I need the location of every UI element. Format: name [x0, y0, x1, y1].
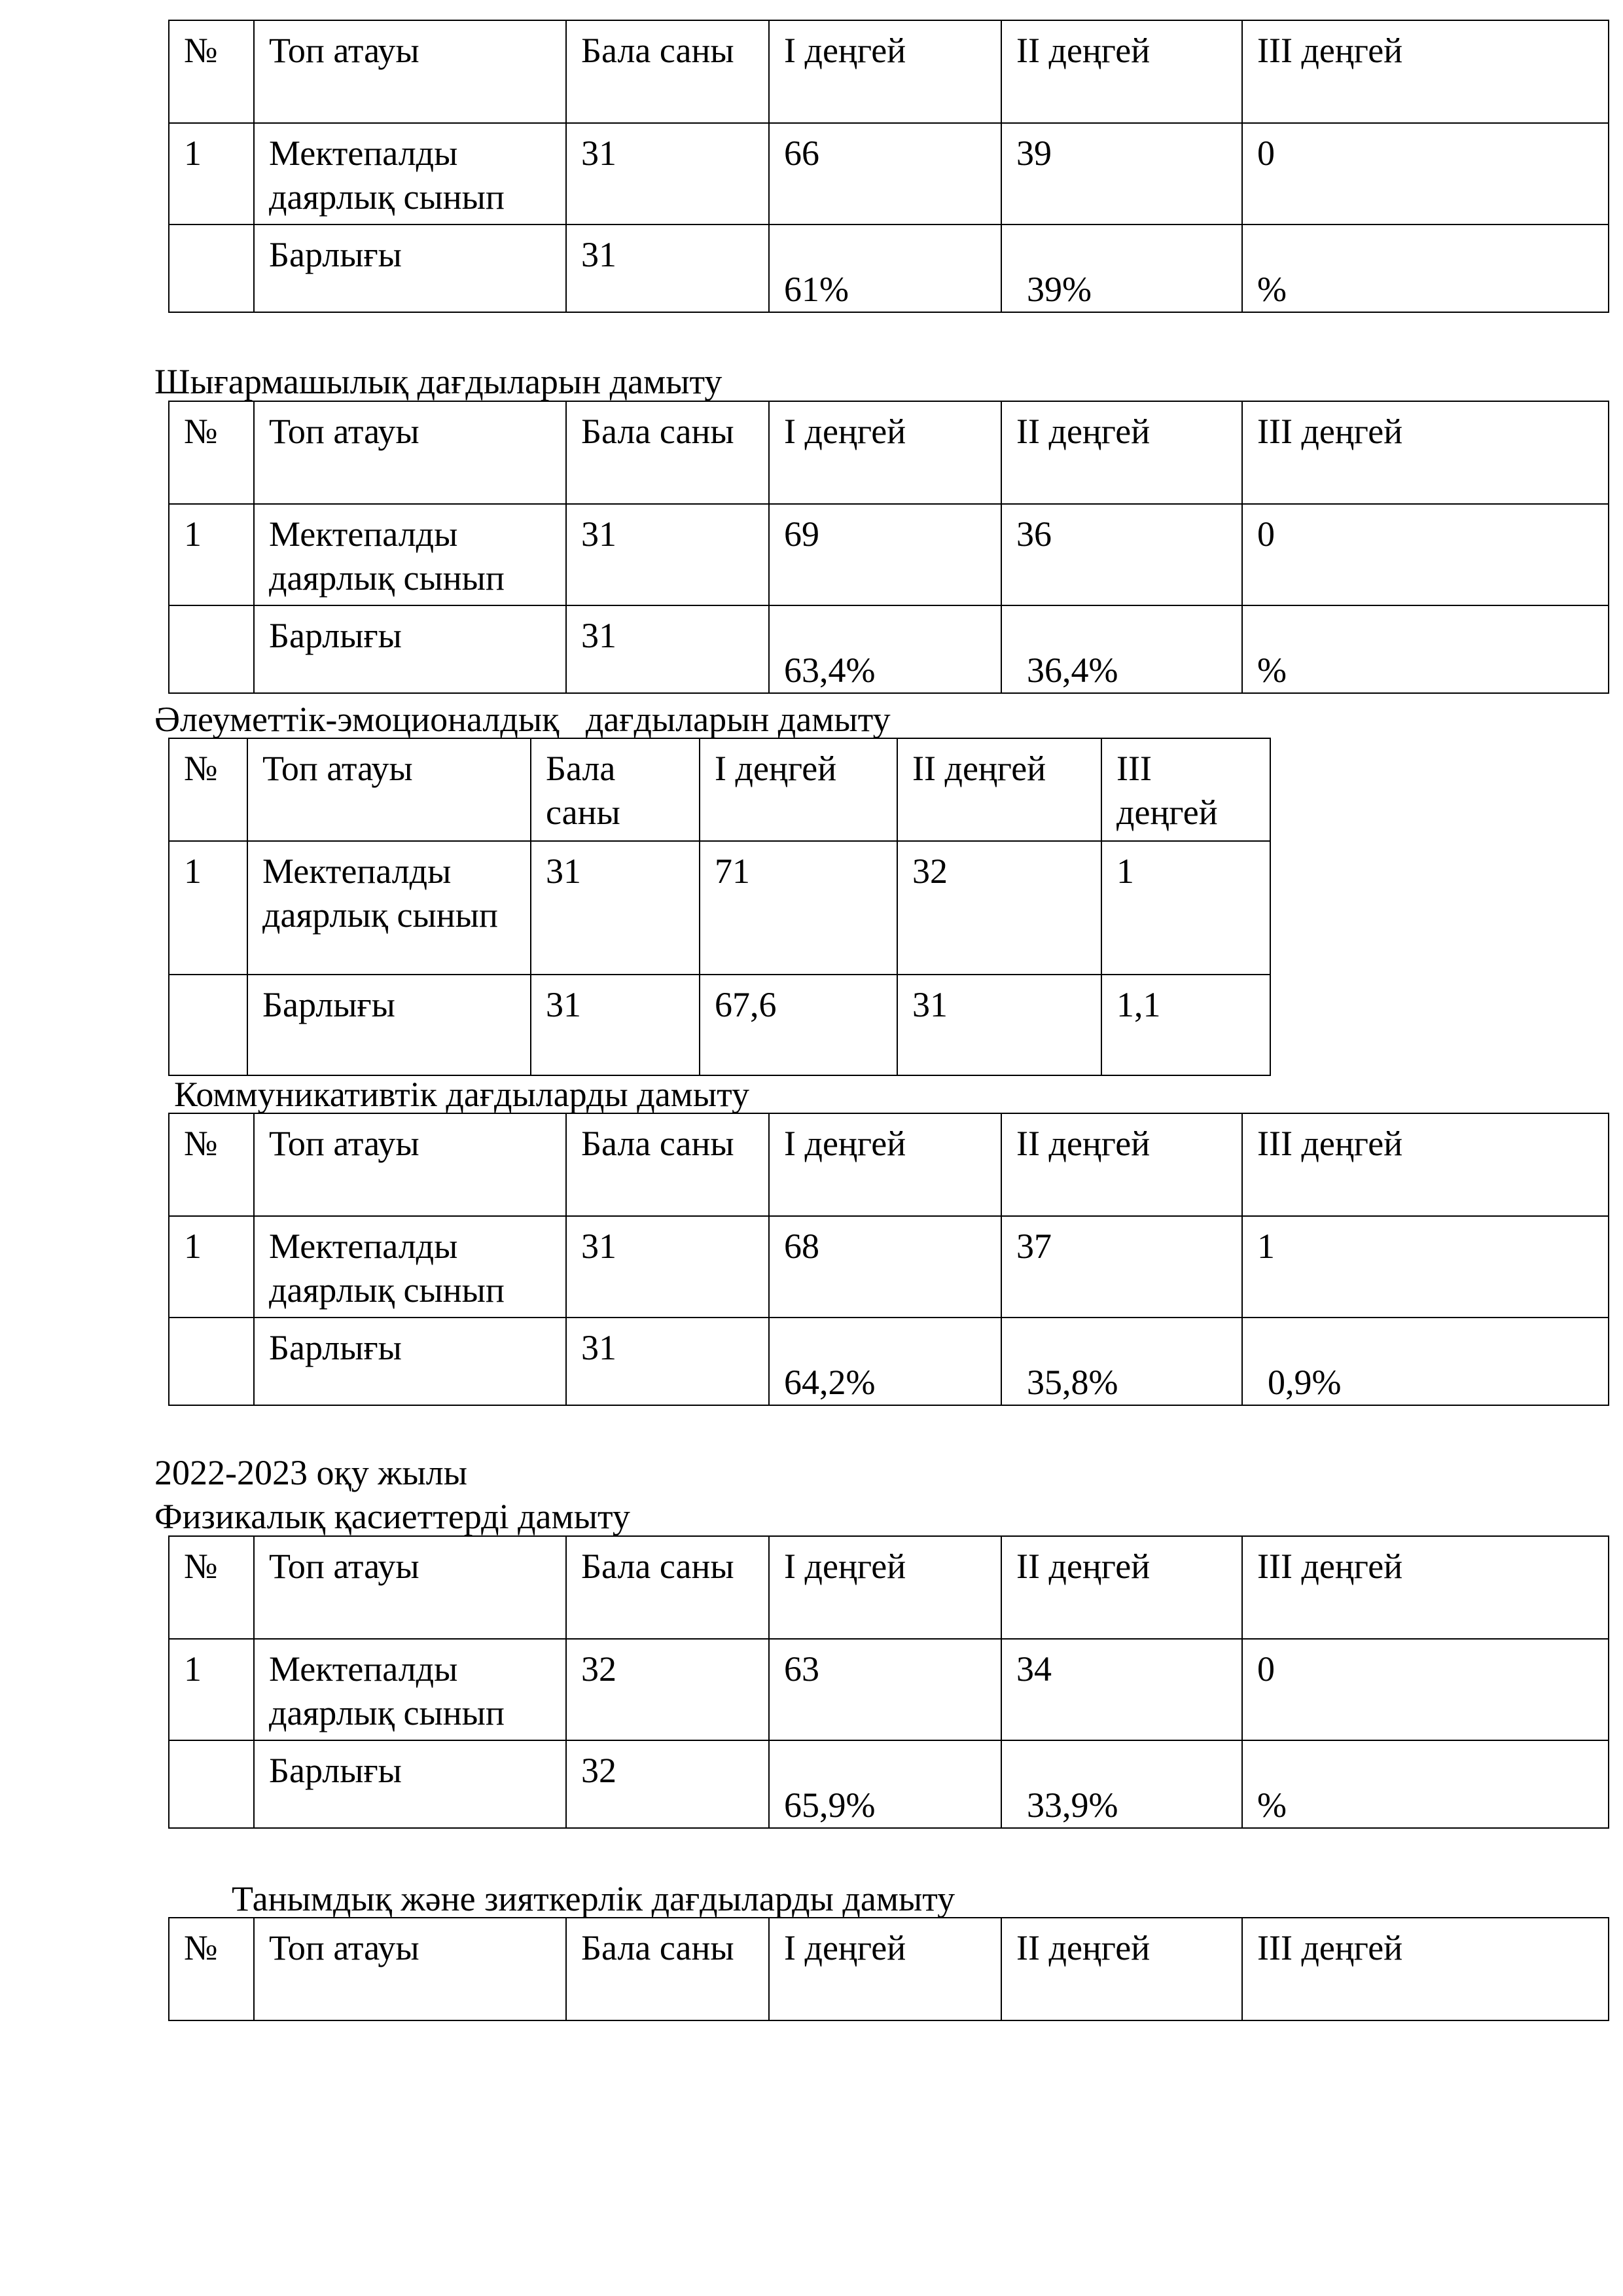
- table-row: [169, 504, 1609, 605]
- total-level-3: 0,9%: [1242, 1318, 1609, 1405]
- total-label: Барлығы: [254, 605, 566, 693]
- header-level-2: ІІ деңгей: [1001, 1918, 1242, 2020]
- table-header-row: [169, 738, 1270, 841]
- section-heading-communicative: Коммуникативтік дағдыларды дамыту: [174, 1075, 750, 1114]
- header-level-3: ІІІ деңгей: [1242, 1113, 1609, 1216]
- cell-level-3: 0: [1242, 1639, 1609, 1740]
- total-number: [169, 1318, 254, 1405]
- cell-number: 1: [169, 1639, 254, 1740]
- cell-level-2: 32: [897, 841, 1101, 975]
- header-child-count: Бала саны: [566, 1536, 769, 1639]
- cell-level-1: 66: [769, 123, 1001, 224]
- total-label: Барлығы: [254, 224, 566, 312]
- table-total-row: [169, 224, 1609, 312]
- total-level-3: %: [1242, 1740, 1609, 1828]
- header-group-name: Топ атауы: [247, 738, 531, 841]
- table-6: [168, 1917, 1609, 2021]
- cell-level-2: 37: [1001, 1216, 1242, 1318]
- cell-number: 1: [169, 504, 254, 605]
- header-level-1: І деңгей: [700, 738, 897, 841]
- cell-level-3: 1: [1242, 1216, 1609, 1318]
- header-child-count: Бала саны: [566, 1918, 769, 2020]
- table-row: [169, 1216, 1609, 1318]
- cell-group-name: Мектепалды даярлық сынып: [254, 1216, 566, 1318]
- header-number: №: [169, 1918, 254, 2020]
- total-level-1: 65,9%: [769, 1740, 1001, 1828]
- cell-number: 1: [169, 841, 247, 975]
- total-label: Барлығы: [254, 1740, 566, 1828]
- table-3: [168, 738, 1271, 1076]
- table-row: [169, 123, 1609, 224]
- total-level-3: 1,1: [1101, 975, 1270, 1075]
- cell-group-name: Мектепалды даярлық сынып: [247, 841, 531, 975]
- section-heading-cognitive: Танымдық және зияткерлік дағдыларды дамыту: [232, 1879, 955, 1918]
- cell-number: 1: [169, 1216, 254, 1318]
- header-level-3: ІІІ деңгей: [1242, 401, 1609, 504]
- total-number: [169, 1740, 254, 1828]
- cell-level-3: 0: [1242, 123, 1609, 224]
- header-group-name: Топ атауы: [254, 20, 566, 123]
- table-header-row: [169, 1918, 1609, 2020]
- header-child-count: Бала саны: [566, 1113, 769, 1216]
- header-level-3: ІІІ деңгей: [1101, 738, 1270, 841]
- table-header-row: [169, 1536, 1609, 1639]
- total-child-count: 31: [566, 1318, 769, 1405]
- cell-group-name: Мектепалды даярлық сынып: [254, 504, 566, 605]
- table-5: [168, 1535, 1609, 1829]
- total-child-count: 31: [531, 975, 700, 1075]
- cell-group-name: Мектепалды даярлық сынып: [254, 123, 566, 224]
- total-level-3: %: [1242, 605, 1609, 693]
- total-level-3: %: [1242, 224, 1609, 312]
- cell-level-3: 0: [1242, 504, 1609, 605]
- cell-level-1: 71: [700, 841, 897, 975]
- header-level-1: І деңгей: [769, 1918, 1001, 2020]
- header-number: №: [169, 738, 247, 841]
- header-number: №: [169, 1113, 254, 1216]
- section-heading-physical: Физикалық қасиеттерді дамыту: [154, 1497, 630, 1536]
- school-year-heading: 2022-2023 оқу жылы: [154, 1453, 468, 1492]
- header-number: №: [169, 20, 254, 123]
- table-row: [169, 1639, 1609, 1740]
- table-header-row: [169, 1113, 1609, 1216]
- header-level-1: І деңгей: [769, 401, 1001, 504]
- table-1: [168, 20, 1609, 313]
- total-number: [169, 605, 254, 693]
- header-number: №: [169, 1536, 254, 1639]
- total-number: [169, 975, 247, 1075]
- header-group-name: Топ атауы: [254, 1113, 566, 1216]
- table-4: [168, 1113, 1609, 1406]
- header-level-2: ІІ деңгей: [1001, 1536, 1242, 1639]
- total-level-2: 36,4%: [1001, 605, 1242, 693]
- section-heading-creative: Шығармашылық дағдыларын дамыту: [154, 362, 722, 401]
- table-total-row: [169, 1740, 1609, 1828]
- cell-child-count: 31: [531, 841, 700, 975]
- header-level-1: І деңгей: [769, 20, 1001, 123]
- cell-child-count: 31: [566, 123, 769, 224]
- header-level-2: ІІ деңгей: [1001, 1113, 1242, 1216]
- header-child-count: Бала саны: [566, 401, 769, 504]
- total-level-2: 33,9%: [1001, 1740, 1242, 1828]
- cell-child-count: 31: [566, 504, 769, 605]
- total-level-2: 31: [897, 975, 1101, 1075]
- table-total-row: [169, 975, 1270, 1075]
- cell-child-count: 32: [566, 1639, 769, 1740]
- table-header-row: [169, 20, 1609, 123]
- total-level-1: 61%: [769, 224, 1001, 312]
- cell-number: 1: [169, 123, 254, 224]
- cell-level-1: 68: [769, 1216, 1001, 1318]
- header-level-2: ІІ деңгей: [1001, 20, 1242, 123]
- total-level-2: 39%: [1001, 224, 1242, 312]
- cell-level-2: 39: [1001, 123, 1242, 224]
- table-total-row: [169, 605, 1609, 693]
- cell-level-1: 63: [769, 1639, 1001, 1740]
- cell-group-name: Мектепалды даярлық сынып: [254, 1639, 566, 1740]
- cell-level-3: 1: [1101, 841, 1270, 975]
- header-level-2: ІІ деңгей: [897, 738, 1101, 841]
- total-child-count: 32: [566, 1740, 769, 1828]
- total-level-1: 67,6: [700, 975, 897, 1075]
- table-row: [169, 841, 1270, 975]
- header-level-2: ІІ деңгей: [1001, 401, 1242, 504]
- header-number: №: [169, 401, 254, 504]
- cell-child-count: 31: [566, 1216, 769, 1318]
- cell-level-1: 69: [769, 504, 1001, 605]
- total-child-count: 31: [566, 605, 769, 693]
- total-level-1: 63,4%: [769, 605, 1001, 693]
- total-label: Барлығы: [254, 1318, 566, 1405]
- header-group-name: Топ атауы: [254, 1918, 566, 2020]
- header-group-name: Топ атауы: [254, 1536, 566, 1639]
- cell-level-2: 36: [1001, 504, 1242, 605]
- total-number: [169, 224, 254, 312]
- table-2: [168, 401, 1609, 694]
- section-heading-social: Әлеуметтік-эмоционалдық дағдыларын дамыту: [154, 700, 891, 739]
- table-total-row: [169, 1318, 1609, 1405]
- cell-level-2: 34: [1001, 1639, 1242, 1740]
- total-label: Барлығы: [247, 975, 531, 1075]
- header-level-3: ІІІ деңгей: [1242, 1536, 1609, 1639]
- table-header-row: [169, 401, 1609, 504]
- header-level-1: І деңгей: [769, 1113, 1001, 1216]
- total-child-count: 31: [566, 224, 769, 312]
- header-child-count: Бала саны: [566, 20, 769, 123]
- total-level-2: 35,8%: [1001, 1318, 1242, 1405]
- header-child-count: Бала саны: [531, 738, 700, 841]
- header-group-name: Топ атауы: [254, 401, 566, 504]
- header-level-1: І деңгей: [769, 1536, 1001, 1639]
- header-level-3: ІІІ деңгей: [1242, 1918, 1609, 2020]
- header-level-3: ІІІ деңгей: [1242, 20, 1609, 123]
- total-level-1: 64,2%: [769, 1318, 1001, 1405]
